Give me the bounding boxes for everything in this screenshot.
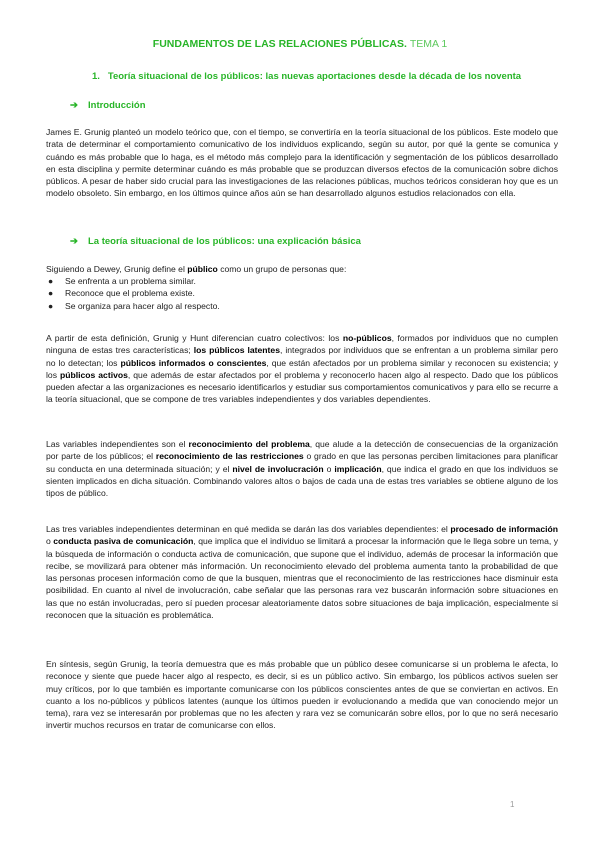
subsection-title: La teoría situacional de los públicos: una explicación básica [88,236,361,247]
term-publico: público [187,264,218,274]
paragraph-dewey [46,263,558,275]
subsection-title: Introducción [88,100,146,111]
term: conducta pasiva de comunicación [53,536,194,547]
course-title: FUNDAMENTOS DE LAS RELACIONES PÚBLICAS. [152,38,407,50]
subsection-heading-intro [70,100,146,111]
term: procesado de información [450,524,558,534]
subsection-heading-basic [70,236,361,247]
paragraph-variables [46,438,558,499]
term: implicación [334,463,382,474]
list-item [46,300,220,312]
list-item [46,287,220,299]
arrow-right-icon: ➔ [70,236,78,247]
list-item [46,275,220,287]
term: los públicos latentes [193,345,280,356]
document-title [0,38,600,50]
text: Siguiendo a Dewey, Grunig define el [46,264,188,274]
text: , formados por individuos que no cumplen ninguna de estas tres características; [46,333,559,356]
text: , que implica que el individuo se limitará a procesar la información que le llega sobre un tema, y la búsqueda de información o conducta activa de comunicación, que supone que el individuo, además de procesar la información que recibe, se movilizará para obtener más información. Un reconocimiento elevado del problema aumenta tanto la probabilidad de que las personas procesen información como de que la busquen, mientras que el reconocimiento de las restricciones hace disminuir esta posibilidad. En cuanto al nivel de involucración, cabe señalar que las personas rara vez buscarán información sobre situaciones en las que no están involucradas, pero sí pueden procesar aleatoriamente datos sobre situaciones de baja implicación, especialmente si reconocen que la situación es problemática. [46,536,558,621]
term: públicos activos [59,369,128,380]
section-heading [92,71,521,82]
text: Las variables independientes son el [46,439,189,449]
paragraph-intro: James E. Grunig planteó un modelo teórico que, con el tiempo, se convertiría en la teoría situacional de los públicos. Este modelo que trata de determinar el comportamiento comunicativo de los individuos explicando, según su autor, por qué la gente se comunica y cuándo es más probable que lo haga, es el método más complejo para la identificación y segmentación de los públicos desarrollado en esta disciplina y permite determinar cuándo es más probable que se produzcan diversos efectos de la comunicación sobre dichos públicos. A pesar de haber sido crucial para las investigaciones de las relaciones públicas, muchos teóricos consideran hoy que es un modelo obsoleto. Sin embargo, en los últimos quince años aún se han desarrollado algunos estudios relacionados con ella. [46,127,558,199]
term: públicos informados o conscientes [120,357,267,368]
term: reconocimiento de las restricciones [155,451,304,462]
paragraph-sintesis: En síntesis, según Grunig, la teoría demuestra que es más probable que un público desee comunicarse si un problema le afecta, lo reconoce y siente que puede hacer algo al respecto, es decir, si es un público activo. Sin embargo, los públicos activos suelen ser muy críticos, por lo que también es importante comunicarse con los públicos conscientes antes de que se conviertan en activos. En cuanto a los no-públicos y públicos latentes (aunque los últimos pueden ir evolucionando a medida que van conociendo mejor un tema), rara vez se interesarán por problemas que no les afecten y rara vez se comunicarán sobre ellos, por lo que no será necesario invertir muchos recursos en tratar de comunicarse con ellos. [46,659,558,731]
term: reconocimiento del problema [188,439,310,449]
page-number: 1 [510,800,515,809]
text: , integrados por individuos que se enfrentan a un problema similar pero no lo detectan; los [46,345,558,368]
paragraph-dependientes [46,523,558,621]
bullet-list [46,275,220,312]
list-item-text: Se organiza para hacer algo al respecto. [65,300,220,311]
bullet-icon: ● [48,276,54,286]
text: , que alude a la detección de consecuencias de la organización por parte de los públicos; el [46,439,559,462]
text: , que indica el grado en que los individuos se sienten implicados en dicha situación. Combinando valores altos o bajos de cada una de estas tres variables se obtiene alguno de los tipos de público. [46,463,558,499]
arrow-right-icon: ➔ [70,100,78,111]
text: o grado en que las personas perciben limitaciones para planificar su conducta en una determinada situación; y el [46,451,558,474]
term: nivel de involucración [232,463,324,474]
text: o [323,463,335,474]
text: , que están afectados por un problema similar y reconocen su existencia; y los [46,357,559,380]
list-item-text: Reconoce que el problema existe. [65,288,195,299]
paragraph-colectivos [46,332,558,406]
term: no-públicos [342,333,392,343]
list-item-text: Se enfrenta a un problema similar. [65,276,196,286]
text: A partir de esta definición, Grunig y Hunt diferencian cuatro colectivos: los [46,333,343,343]
bullet-icon: ● [48,300,54,311]
bullet-icon: ● [48,288,54,299]
section-number: 1. [92,71,100,82]
section-title: Teoría situacional de los públicos: las nuevas aportaciones desde la década de los noventa [107,71,522,82]
text: , que además de estar afectados por el problema y reconocerlo hacen algo al respecto. Dado que los públicos pueden afectar a las organizaciones es necesario identificarlos y estudiar sus comportamientos comunicativos y para ello se recurre a la teoría situacional, que se compone de tres variables independientes y dos variables dependientes. [46,369,558,405]
tema-label: TEMA 1 [409,38,448,50]
text: o [46,536,54,547]
text: como un grupo de personas que: [217,264,347,274]
text: Las tres variables independientes determinan en qué medida se darán las dos variables dependientes: el [46,524,451,534]
